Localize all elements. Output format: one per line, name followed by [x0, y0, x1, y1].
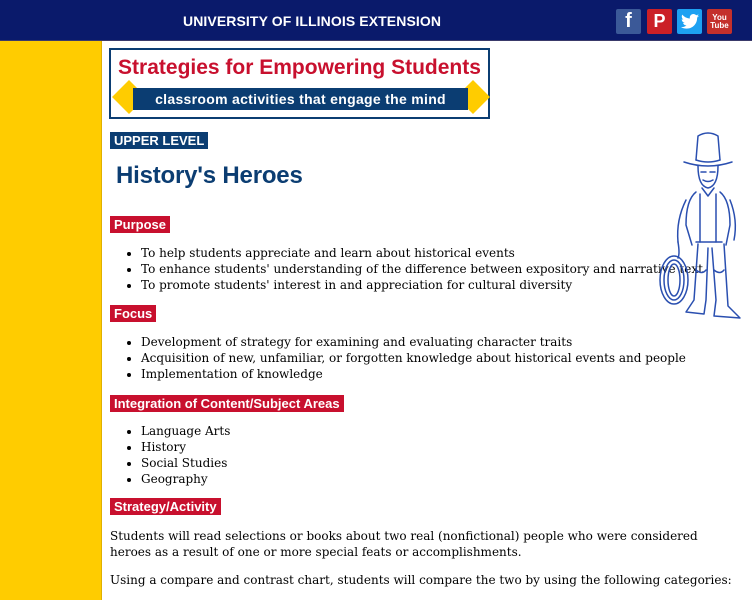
facebook-icon[interactable] [616, 9, 641, 34]
pinterest-icon[interactable] [647, 9, 672, 34]
twitter-bird-icon [681, 14, 699, 29]
section-integration-label: Integration of Content/Subject Areas [110, 395, 344, 412]
list-item: • History [141, 439, 230, 455]
strategy-paragraph-2: Using a compare and contrast chart, students will compare the two by using the following categories: [110, 573, 732, 587]
banner-title: Strategies for Empowering Students [118, 56, 481, 79]
list-item: • Social Studies [141, 455, 230, 471]
site-header [0, 0, 752, 41]
pinterest-glyph: P [653, 11, 666, 31]
list-item: • To enhance students' understanding of the difference between expository and narrative text [141, 261, 703, 277]
site-title[interactable]: UNIVERSITY OF ILLINOIS EXTENSION [183, 13, 442, 29]
list-item: • Language Arts [141, 423, 230, 439]
youtube-glyph-you: You [712, 12, 727, 22]
list-item: • To help students appreciate and learn about historical events [141, 245, 703, 261]
level-tag: UPPER LEVEL [110, 132, 208, 149]
focus-list [141, 334, 686, 382]
page-title: History's Heroes [116, 162, 303, 189]
list-item: • Implementation of knowledge [141, 366, 686, 382]
facebook-glyph: f [625, 10, 632, 32]
twitter-icon[interactable] [677, 9, 702, 34]
list-item: • Development of strategy for examining and evaluating character traits [141, 334, 686, 350]
section-focus-label: Focus [110, 305, 156, 322]
section-purpose-label: Purpose [110, 216, 170, 233]
list-item: • Geography [141, 471, 230, 487]
purpose-list [141, 245, 703, 293]
list-item: • To promote students' interest in and appreciation for cultural diversity [141, 277, 703, 293]
section-strategy-label: Strategy/Activity [110, 498, 221, 515]
program-banner [109, 48, 490, 119]
strategy-paragraph-1: Students will read selections or books about two real (nonfictional) people who were considered heroes as a result of one or more special feats or accomplishments. [110, 529, 698, 559]
left-sidebar-stripe [0, 41, 102, 600]
banner-subtitle: classroom activities that engage the mind [133, 88, 468, 110]
list-item: • Acquisition of new, unfamiliar, or forgotten knowledge about historical events and people [141, 350, 686, 366]
youtube-glyph-tube: Tube [710, 20, 729, 30]
cowboy-illustration-icon [656, 130, 746, 330]
youtube-icon[interactable] [707, 9, 732, 34]
integration-list [141, 423, 230, 487]
